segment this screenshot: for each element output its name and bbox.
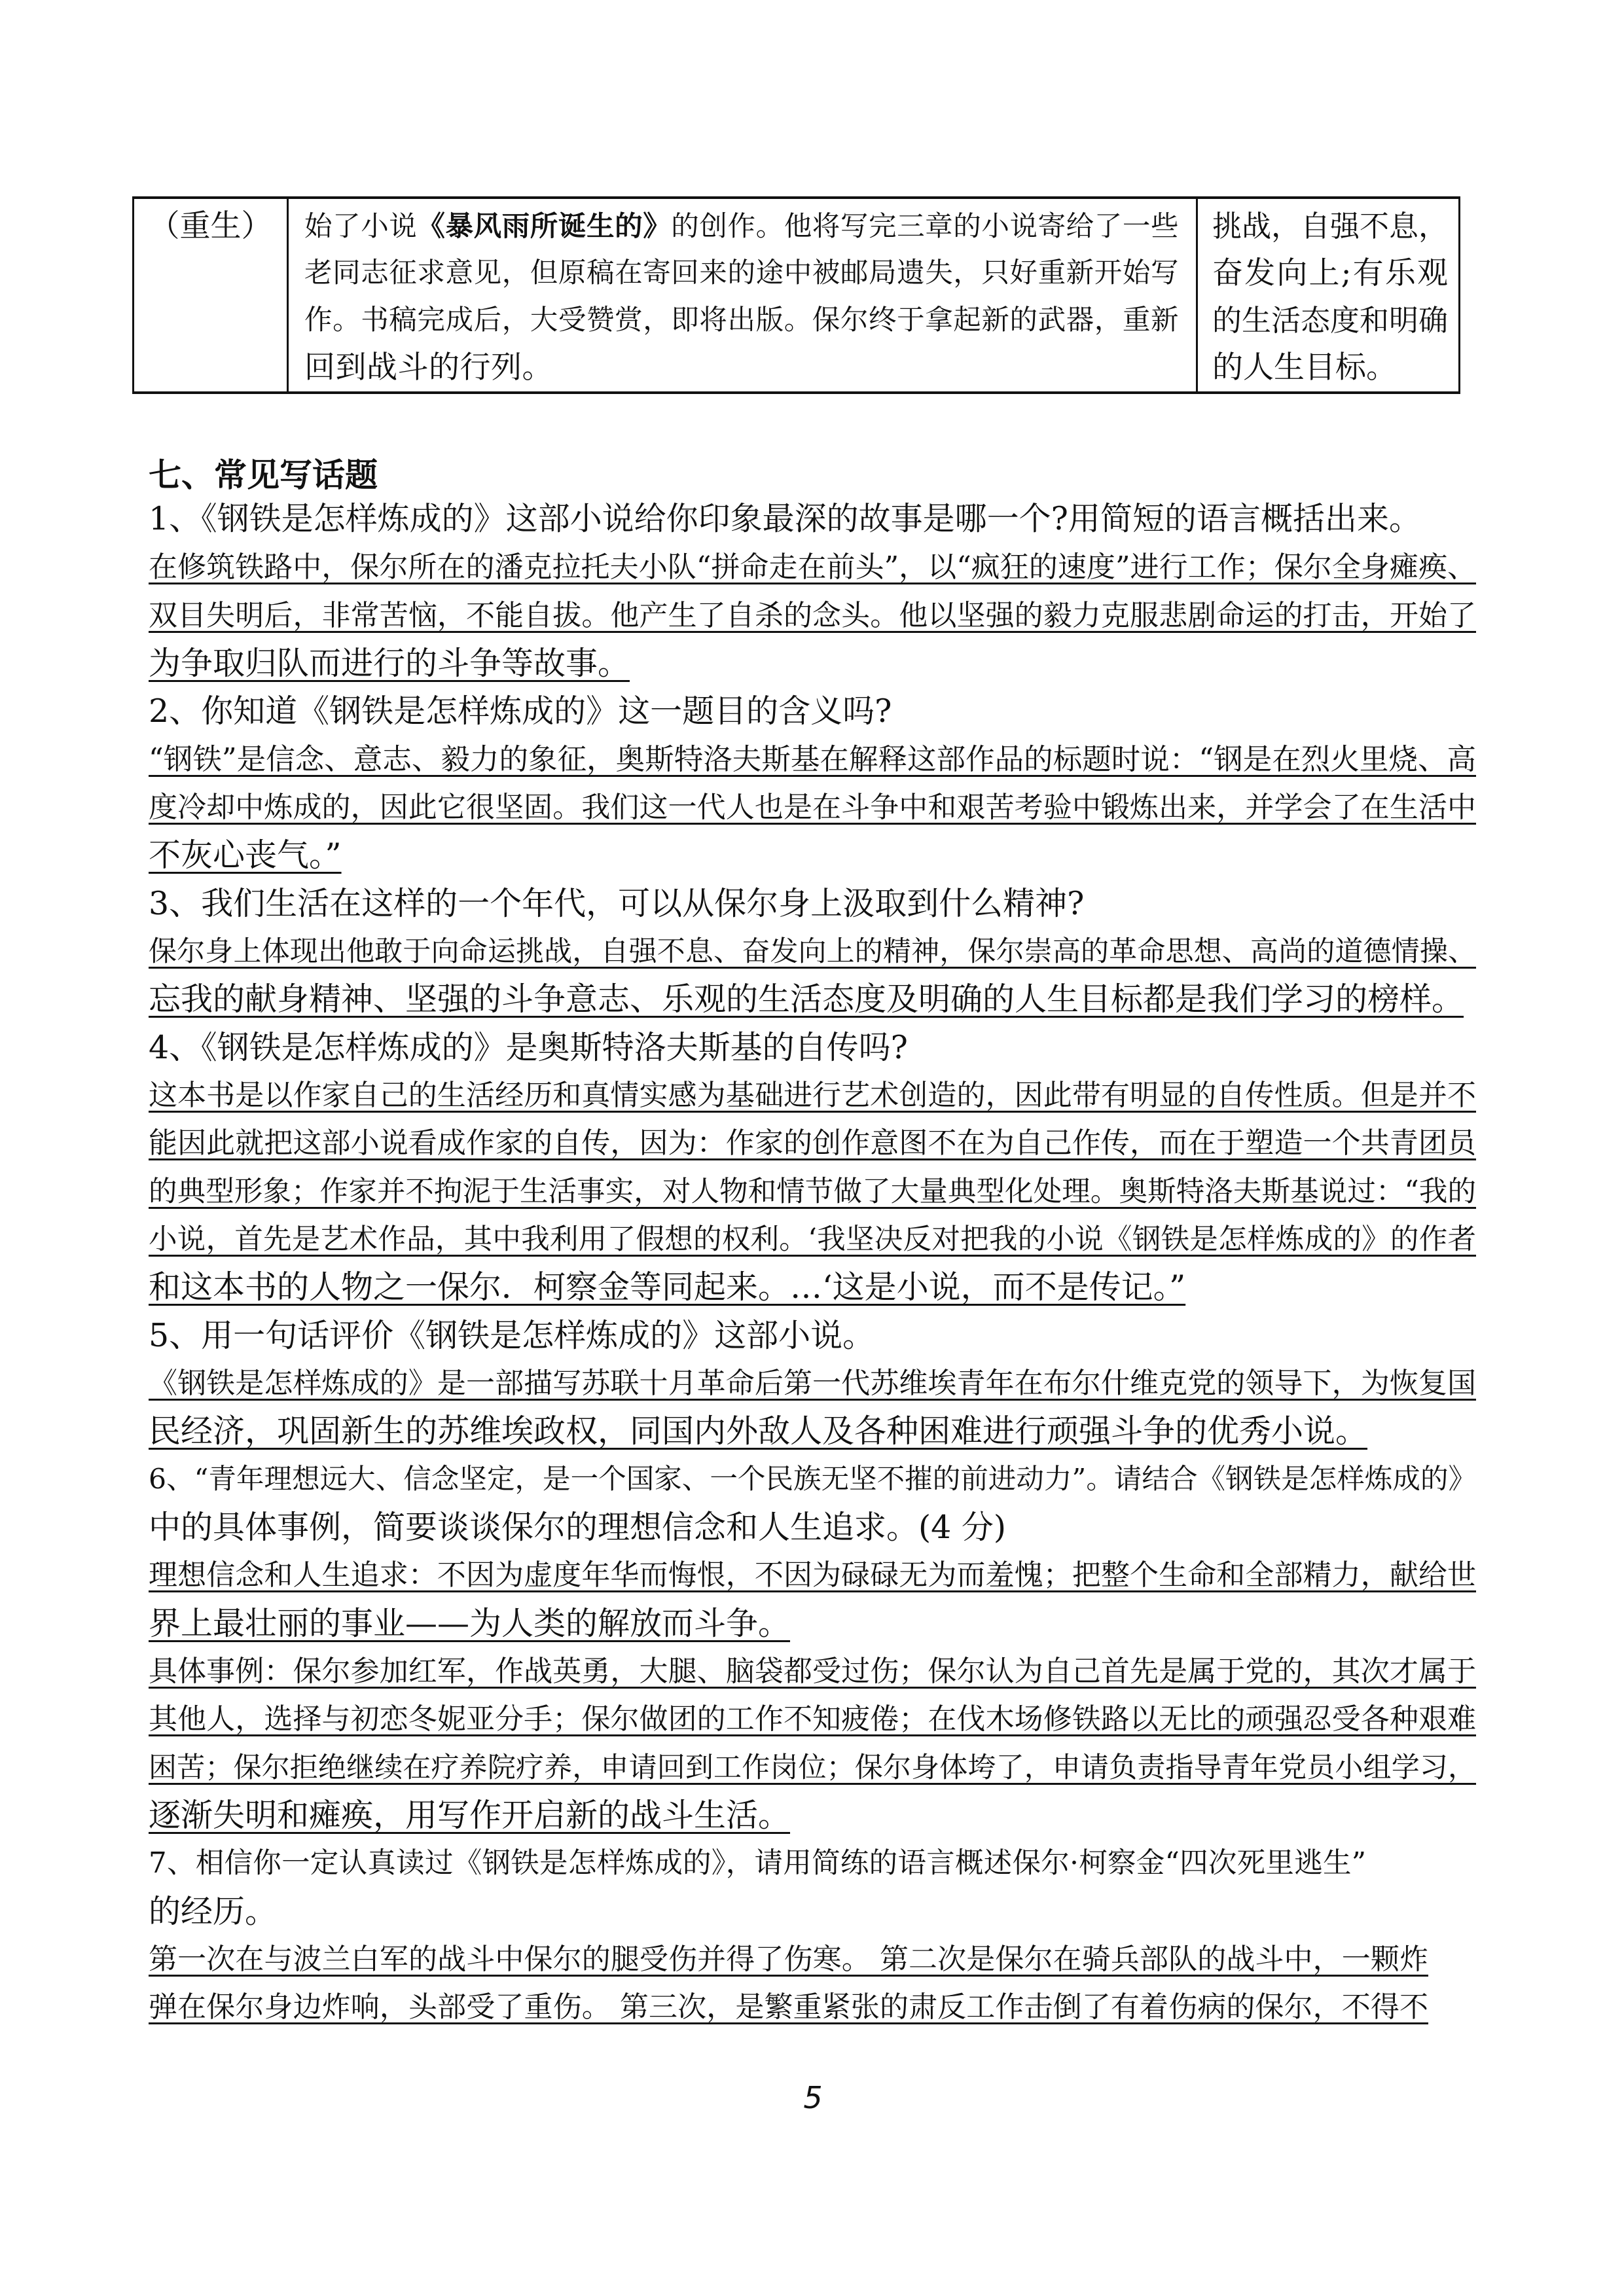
- content-line: [304, 207, 1179, 246]
- note-line: 挑战，自强不息，: [1212, 209, 1449, 243]
- answer-1-line: 在修筑铁路中，保尔所在的潘克拉托夫小队“拼命走在前头”，以“疯狂的速度”进行工作；保尔全身瘫痪、: [149, 550, 1476, 584]
- answer-7-line: 弹在保尔身边炸响，头部受了重伤。 第三次，是繁重紧张的肃反工作击倒了有着伤病的保尔，不得不: [149, 1990, 1428, 2024]
- answer-2-line: “钢铁”是信念、意志、毅力的象征，奥斯特洛夫斯基在解释这部作品的标题时说：“钢是在烈火里烧、高: [149, 743, 1476, 776]
- answer-6-line: 界上最壮丽的事业——为人类的解放而斗争。: [149, 1605, 791, 1642]
- content-line: 老同志征求意见，但原稿在寄回来的途中被邮局遗失，只好重新开始写: [304, 257, 1179, 289]
- question-6: 6、“青年理想远大、信念坚定，是一个国家、一个民族无坚不摧的前进动力”。请结合《钢铁是怎样炼成的》: [149, 1463, 1476, 1496]
- answer-6-line: 其他人，选择与初恋冬妮亚分手；保尔做团的工作不知疲倦；在伐木场修铁路以无比的顽强忍受各种艰难: [149, 1702, 1476, 1736]
- novel-title-bold: 《暴风雨所诞生的》: [417, 210, 672, 243]
- answer-4-line: 和这本书的人物之一保尔．柯察金等同起来。…‘这是小说，而不是传记。”: [149, 1268, 1186, 1306]
- question-3: 3、我们生活在这样的一个年代，可以从保尔身上汲取到什么精神?: [149, 885, 1085, 922]
- note-line: 奋发向上;有乐观: [1212, 255, 1448, 291]
- question-7-cont: 的经历。: [149, 1893, 278, 1930]
- content-text: 始了小说: [304, 211, 418, 243]
- answer-4-line: 的典型形象；作家并不拘泥于生活事实，对人物和情节做了大量典型化处理。奥斯特洛夫斯基说过：“我的: [149, 1175, 1476, 1208]
- question-1: 1、《钢铁是怎样炼成的》这部小说给你印象最深的故事是哪一个?用简短的语言概括出来。: [149, 500, 1421, 537]
- question-7: 7、相信你一定认真读过《钢铁是怎样炼成的》，请用简练的语言概述保尔·柯察金“四次死里逃生”: [149, 1847, 1366, 1880]
- answer-6-line: 困苦；保尔拒绝继续在疗养院疗养，申请回到工作岗位；保尔身体垮了，申请负责指导青年党员小组学习，: [149, 1751, 1476, 1784]
- answer-2-line: 不灰心丧气。”: [149, 836, 342, 874]
- answer-2-line: 度冷却中炼成的，因此它很坚固。我们这一代人也是在斗争中和艰苦考验中锻炼出来，并学会了在生活中: [149, 791, 1476, 824]
- content-line: 作。书稿完成后，大受赞赏，即将出版。保尔终于拿起新的武器，重新: [304, 304, 1179, 336]
- answer-4-line: 能因此就把这部小说看成作家的自传，因为：作家的创作意图不在为自己作传，而在于塑造一个共青团员: [149, 1126, 1476, 1160]
- content-line: 回到战斗的行列。: [304, 350, 553, 386]
- answer-5-line: 《钢铁是怎样炼成的》是一部描写苏联十月革命后第一代苏维埃青年在布尔什维克党的领导下，为恢复国: [149, 1367, 1476, 1400]
- answer-1-line: 为争取归队而进行的斗争等故事。: [149, 645, 630, 682]
- note-line: 的人生目标。: [1212, 350, 1397, 386]
- note-line: 的生活态度和明确: [1212, 303, 1449, 338]
- answer-3-line: 忘我的献身精神、坚强的斗争意志、乐观的生活态度及明确的人生目标都是我们学习的榜样。: [149, 980, 1464, 1018]
- answer-6-line: 具体事例：保尔参加红军，作战英勇，大腿、脑袋都受过伤；保尔认为自己首先是属于党的，其次才属于: [149, 1655, 1476, 1688]
- table-cell-content: [289, 199, 1198, 391]
- answer-4-line: 这本书是以作家自己的生活经历和真情实感为基础进行艺术创造的，因此带有明显的自传性质。但是并不: [149, 1079, 1476, 1112]
- answer-4-line: 小说，首先是艺术作品，其中我利用了假想的权利。‘我坚决反对把我的小说《钢铁是怎样炼成的》的作者: [149, 1223, 1476, 1256]
- content-text: 的创作。他将写完三章的小说寄给了一些: [671, 211, 1179, 243]
- page-number: 5: [803, 2080, 823, 2115]
- answer-7-line: 第一次在与波兰白军的战斗中保尔的腿受伤并得了伤寒。 第二次是保尔在骑兵部队的战斗中，一颗炸: [149, 1943, 1428, 1976]
- question-6-cont: 中的具体事例，简要谈谈保尔的理想信念和人生追求。(4 分): [149, 1509, 1006, 1546]
- answer-6-line: 理想信念和人生追求：不因为虚度年华而悔恨，不因为碌碌无为而羞愧；把整个生命和全部精力，献给世: [149, 1558, 1476, 1592]
- answer-3-line: 保尔身上体现出他敢于向命运挑战，自强不息、奋发向上的精神，保尔崇高的革命思想、高尚的道德情操、: [149, 935, 1476, 968]
- summary-table-row: [132, 196, 1460, 394]
- table-cell-chapter: [134, 199, 289, 391]
- table-cell-note: [1198, 199, 1458, 391]
- chapter-label: （重生）: [149, 208, 272, 244]
- question-2: 2、你知道《钢铁是怎样炼成的》这一题目的含义吗?: [149, 692, 892, 730]
- answer-5-line: 民经济，巩固新生的苏维埃政权，同国内外敌人及各种困难进行顽强斗争的优秀小说。: [149, 1412, 1368, 1450]
- answer-1-line: 双目失明后，非常苦恼，不能自拔。他产生了自杀的念头。他以坚强的毅力克服悲剧命运的打击，开始了: [149, 599, 1476, 632]
- answer-6-line: 逐渐失明和瘫痪，用写作开启新的战斗生活。: [149, 1797, 791, 1834]
- section-heading: 七、常见写话题: [149, 456, 378, 494]
- question-5: 5、用一句话评价《钢铁是怎样炼成的》这部小说。: [149, 1317, 875, 1354]
- question-4: 4、《钢铁是怎样炼成的》是奥斯特洛夫斯基的自传吗?: [149, 1029, 908, 1066]
